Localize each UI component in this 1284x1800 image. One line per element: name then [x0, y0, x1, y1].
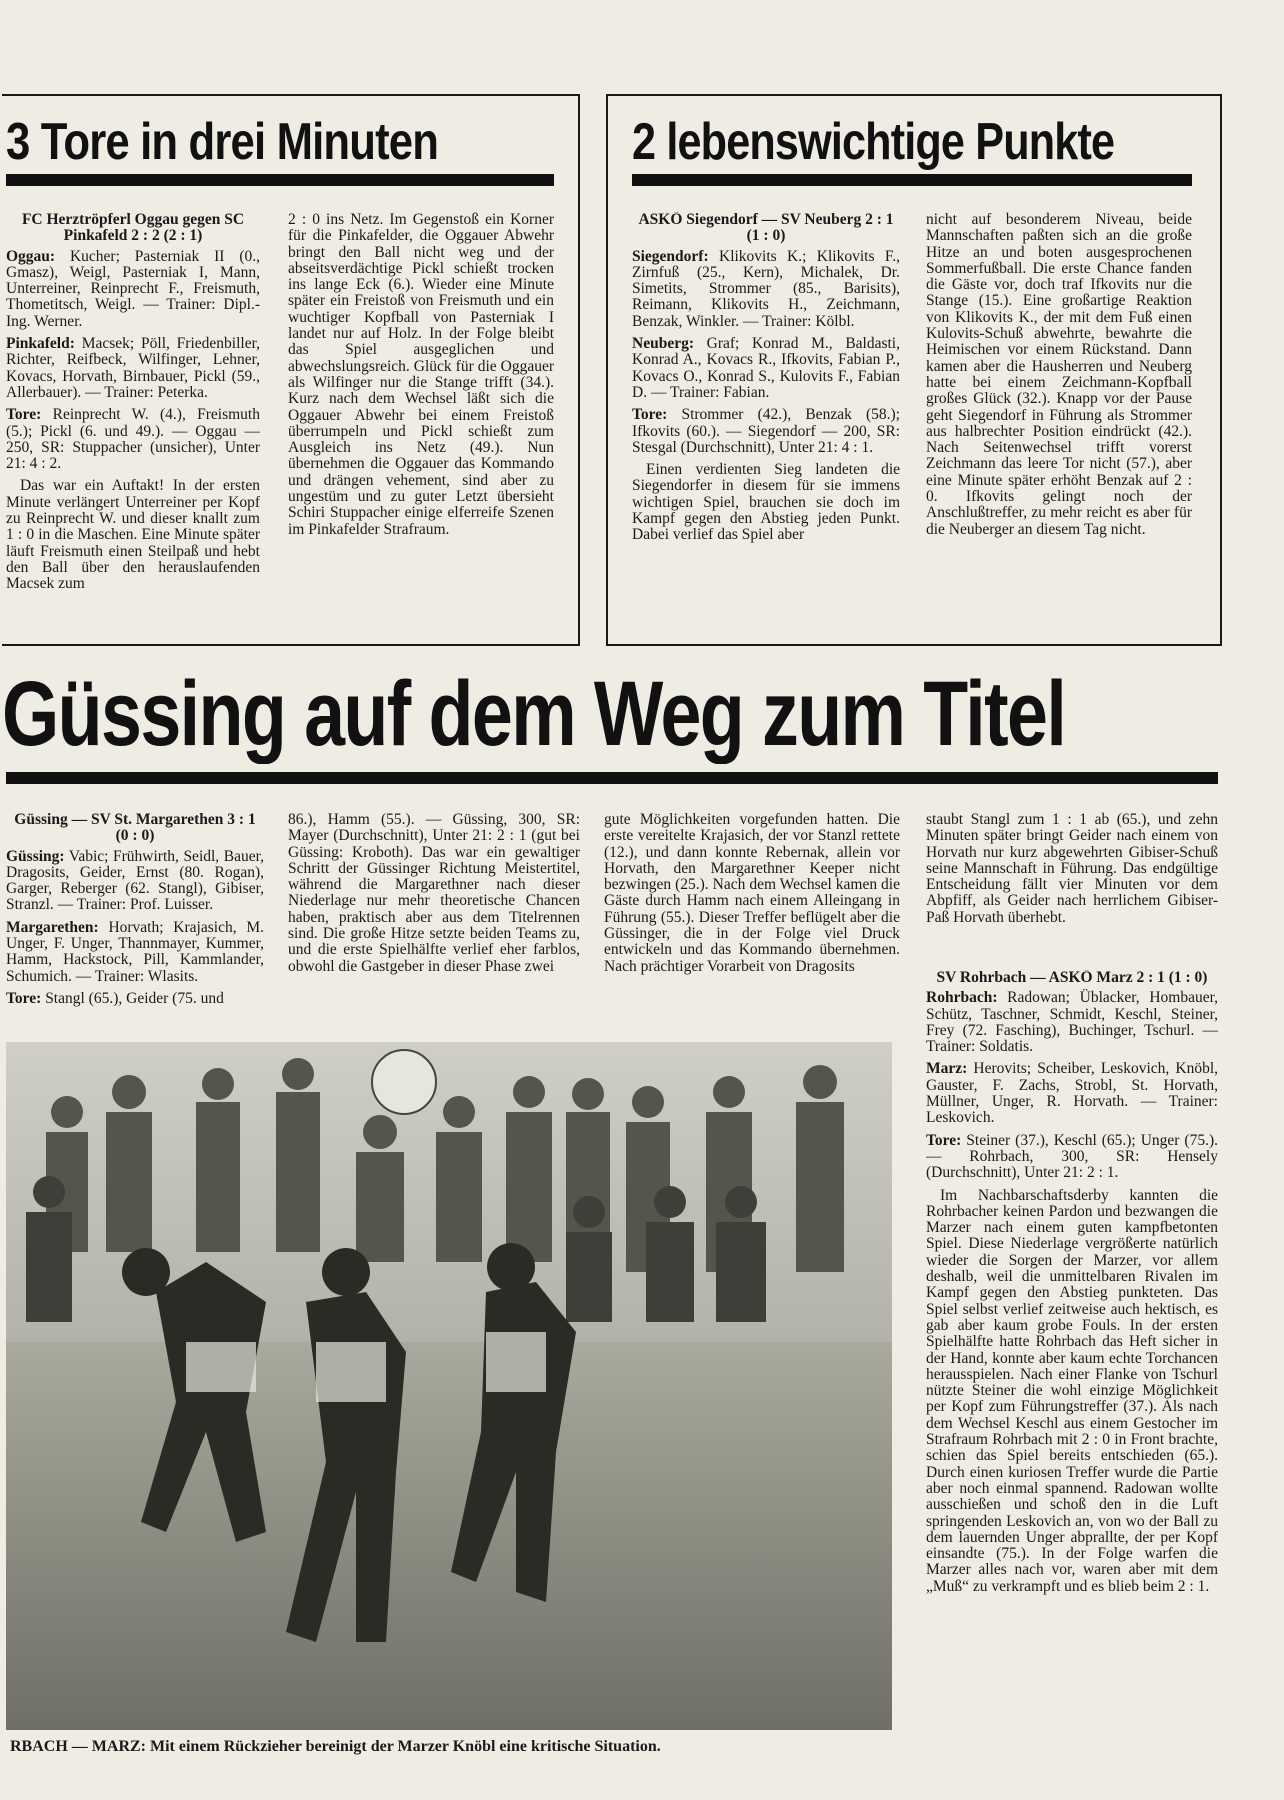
goals-rohrbach: Tore: Steiner (37.), Keschl (65.); Unger (75.). — Rohrbach, 300, SR: Hensely (Durchschnitt), Unter 21: 2 : 1.: [926, 1131, 1218, 1182]
match-title-siegendorf: ASKÖ Siegendorf — SV Neuberg 2 : 1 (1 : 0): [638, 212, 894, 245]
headline-rule-siegendorf: [632, 174, 1192, 186]
lineup-oggau: Oggau: Kucher; Pasterniak II (0., Gmasz), Weigl, Pasterniak I, Mann, Unterreiner, Reinprecht F., Freismuth, Thometitsch, Weigl. — Trainer: Dipl.-Ing. Werner.: [6, 247, 260, 330]
report-rohrbach: Im Nachbarschaftsderby kannten die Rohrbacher keinen Pardon und bezwangen die Marzer nach einem guten kampfbetonten Spiel. Diese Niederlage vergrößerte natürlich wieder die Sorgen der Marzer, vor allem deshalb, weil die unmittelbaren Rivalen im Kampf gegen den Abstieg punkteten. Das Spiel selbst verlief zeitweise auch hektisch, es gab aber kaum grobe Fouls. In der ersten Spielhälfte hatte Rohrbach das Heft sicher in der Hand, konnte aber kaum echte Torchancen herausspielen. Nach einer Flanke von Tschurl nützte Steiner die wohl einzige Möglichkeit per Kopf zum Führungstreffer (37.). Als nach dem Wechsel Keschl aus einem Gestocher im Strafraum Rohrbach mit 2 : 0 in Front brachte, schien das Spiel bereits entschieden (65.). Durch einen kuriosen Treffer wurde die Partie aber noch einmal spannend. Radowan wollte ausschießen und schoß den in die Luft springenden Leskovich an, von wo der Ball zu dem lauernden Unger abprallte, der per Kopf einsandte (75.). In der Folge warfen die Marzer alles nach vor, waren aber mit dem „Muß“ zu verkrampft und es blieb beim 2 : 1.: [926, 1186, 1218, 1595]
guessing-column-2: [288, 812, 580, 1038]
match-photo-illustration: [6, 1042, 892, 1730]
report-guessing-part2: gute Möglichkeiten vorgefunden hatten. Die erste vereitelte Krajasich, der vor Stanzl rettete (12.), und dann konnte Rebernak, allein vor Horvath, den Margarethner Keeper nicht bezwingen (25.). Nach dem Wechsel kamen die Gäste durch Hamm nach einem Alleingang in Führung (55.). Dieser Treffer beflügelt aber die Güssinger, die in der Folge viel Druck entwickeln und das Kommando übernehmen. Nach prächtiger Vorarbeit von Dragosits: [604, 812, 900, 975]
match-title-rohrbach: SV Rohrbach — ASKÖ Marz 2 : 1 (1 : 0): [936, 970, 1208, 986]
photo-caption: RBACH — MARZ: Mit einem Rückzieher bereinigt der Marzer Knöbl eine kritische Situation.: [10, 1738, 661, 1755]
headline-oggau: 3 Tore in drei Minuten: [6, 113, 439, 171]
goals-oggau: Tore: Reinprecht W. (4.), Freismuth (5.); Pickl (6. und 49.). — Oggau — 250, SR: Stuppacher (unsicher), Unter 21: 4 : 2.: [6, 406, 260, 473]
match-title-guessing: Güssing — SV St. Margarethen 3 : 1 (0 : 0): [14, 812, 256, 845]
headline-guessing: Güssing auf dem Weg zum Titel: [2, 664, 1066, 764]
lineup-siegendorf: Siegendorf: Klikovits K.; Klikovits F., Zirnfuß (25., Kern), Michalek, Dr. Simetits, Strommer (85., Barisits), Reimann, Klikovits H., Zeichmann, Benzak, Winkler. — Trainer: Kölbl.: [632, 247, 900, 330]
oggau-column-1: [6, 212, 260, 622]
lineup-rohrbach: Rohrbach: Radowan; Üblacker, Hombauer, Schütz, Taschner, Schmidt, Keschl, Steiner, Frey (72. Fasching), Buchinger, Tschurl. — Trainer: Soldatis.: [926, 989, 1218, 1056]
siegendorf-column-2: [926, 212, 1192, 622]
lineup-neuberg: Neuberg: Graf; Konrad M., Baldasti, Konrad A., Kovacs R., Ifkovits, Fabian P., Kovacs O., Konrad S., Kulovits F., Fabian D. — Trainer: Fabian.: [632, 335, 900, 401]
oggau-column-2: [288, 212, 554, 622]
match-photo: [6, 1042, 892, 1730]
rohrbach-column: [926, 970, 1218, 1780]
goals-siegendorf: Tore: Strommer (42.), Benzak (58.); Ifkovits (60.). — Siegendorf — 200, SR: Stesgal (Durchschnitt), Unter 21: 4 : 1.: [632, 406, 900, 456]
goals-guessing: Tore: Stangl (65.), Geider (75. und: [6, 989, 224, 1007]
report-siegendorf-cont: nicht auf besonderem Niveau, beide Mannschaften paßten sich an die große Hitze an und boten ausgesprochenen Sommerfußball. Die erste Chance fanden die Gäste vor, doch traf Ifkovits nur die Stange (15.). Eine großartige Reaktion von Klikovits K., der mit dem Fuß einen Kulovits-Schuß abwehrte, bewahrte die Heimischen vor einem Rückstand. Dann kamen aber die Hausherren und Neuberg hatte bei einem Zeichmann-Kopfball großes Glück (32.). Knapp vor der Pause geht Siegendorf in Führung als Strommer aus halbrechter Position eindrückt (42.). Nach Seitenwechsel trifft vorerst Zeichmann das leere Tor nicht (57.), aber eine Minute später erhöht Benzak auf 2 : 0. Ifkovits gelingt noch der Anschlußtreffer, zu mehr reicht es aber für die Neuberger an diesem Tag nicht.: [926, 212, 1192, 538]
headline-siegendorf: 2 lebenswichtige Punkte: [632, 113, 1115, 171]
lineup-margarethen: Margarethen: Horvath; Krajasich, M. Unger, F. Unger, Thannmayer, Kummer, Hamm, Hackstock, Pill, Kammlander, Schumich. — Trainer: Wlasits.: [6, 918, 264, 985]
report-siegendorf-start: Einen verdienten Sieg landeten die Siegendorfer in diesem für sie immens wichtigen Spiel, brauchen sie doch im Kampf gegen den Abstieg jeden Punkt. Dabei verlief das Spiel aber: [632, 461, 900, 544]
report-oggau-cont: 2 : 0 ins Netz. Im Gegenstoß ein Korner für die Pinkafelder, die Oggauer Abwehr bringt den Ball nicht weg und der abseitsverdächtige Pickl schießt trocken ins lange Eck (6.). Wieder eine Minute später ein Freistoß von Freismuth und ein wuchtiger Kopfball von Pasterniak I landet nur auf Holz. In der Folge bleibt das Spiel ausgeglichen und abwechslungsreich. Glück für die Oggauer als Wilfinger nur die Stange trifft (34.). Kurz nach dem Wechsel läßt sich die Oggauer Abwehr bei einem Freistoß überrumpeln und Pickl schießt zum Ausgleich ins Netz (49.). Nun übernehmen die Oggauer das Kommando und drängen vehement, sind aber zu ungestüm und zu guter Letzt übersieht Schiri Stuppacher einige elferreife Szenen im Pinkafelder Strafraum.: [288, 212, 554, 538]
report-oggau-start: Das war ein Auftakt! In der ersten Minute verlängert Unterreiner per Kopf zu Reinprecht W. und dieser knallt zum 1 : 0 in die Maschen. Eine Minute später läuft Freismuth einen Steilpaß und hebt den Ball über den herauslaufenden Macsek zum: [6, 477, 260, 593]
headline-rule-oggau: [6, 174, 554, 186]
headline-rule-guessing: [6, 772, 1218, 784]
guessing-column-4: [926, 812, 1218, 960]
match-title-oggau: FC Herztröpferl Oggau gegen SC Pinkafeld 2 : 2 (2 : 1): [21, 212, 245, 245]
report-guessing-part3: staubt Stangl zum 1 : 1 ab (65.), und zehn Minuten später bringt Geider nach einem von Horvath nur kurz abgewehrten Gibiser-Schuß seine Mannschaft in Führung. Das endgültige Entscheidung fällt vier Minuten vor dem Abpfiff, als Geider nach herrlichem Gibiser-Paß Horvath überhebt.: [926, 812, 1218, 926]
lineup-pinkafeld: Pinkafeld: Macsek; Pöll, Friedenbiller, Richter, Reifbeck, Wilfinger, Lehner, Kovacs, Horvath, Birnbauer, Pickl (59., Allerbauer). — Trainer: Peterka.: [6, 335, 260, 401]
siegendorf-column-1: [632, 212, 900, 622]
guessing-column-1: [6, 812, 264, 1038]
report-guessing-part1: 86.), Hamm (55.). — Güssing, 300, SR: Mayer (Durchschnitt), Unter 21: 2 : 1 (gut bei Güssing: Kroboth). Das war ein gewaltiger Schritt der Güssinger Richtung Meistertitel, während die Margarethner nach dieser Niederlage nur mehr theoretische Chancen haben, praktisch aber aus dem Titelrennen sind. Die große Hitze setzte beiden Teams zu, und die erste Spielhälfte verlief eher farblos, obwohl die Gastgeber in dieser Phase zwei: [288, 812, 580, 975]
lineup-guessing: Güssing: Vabic; Frühwirth, Seidl, Bauer, Dragosits, Geider, Ernst (80. Rogan), Garger, Reberger (62. Stangl), Gibiser, Stranzl. — Trainer: Prof. Luisser.: [6, 847, 264, 914]
guessing-column-3: [604, 812, 900, 1038]
lineup-marz: Marz: Herovits; Scheiber, Leskovich, Knöbl, Gauster, F. Zachs, Strobl, St. Horvath, Müllner, Unger, R. Horvath. — Trainer: Leskovich.: [926, 1060, 1218, 1127]
